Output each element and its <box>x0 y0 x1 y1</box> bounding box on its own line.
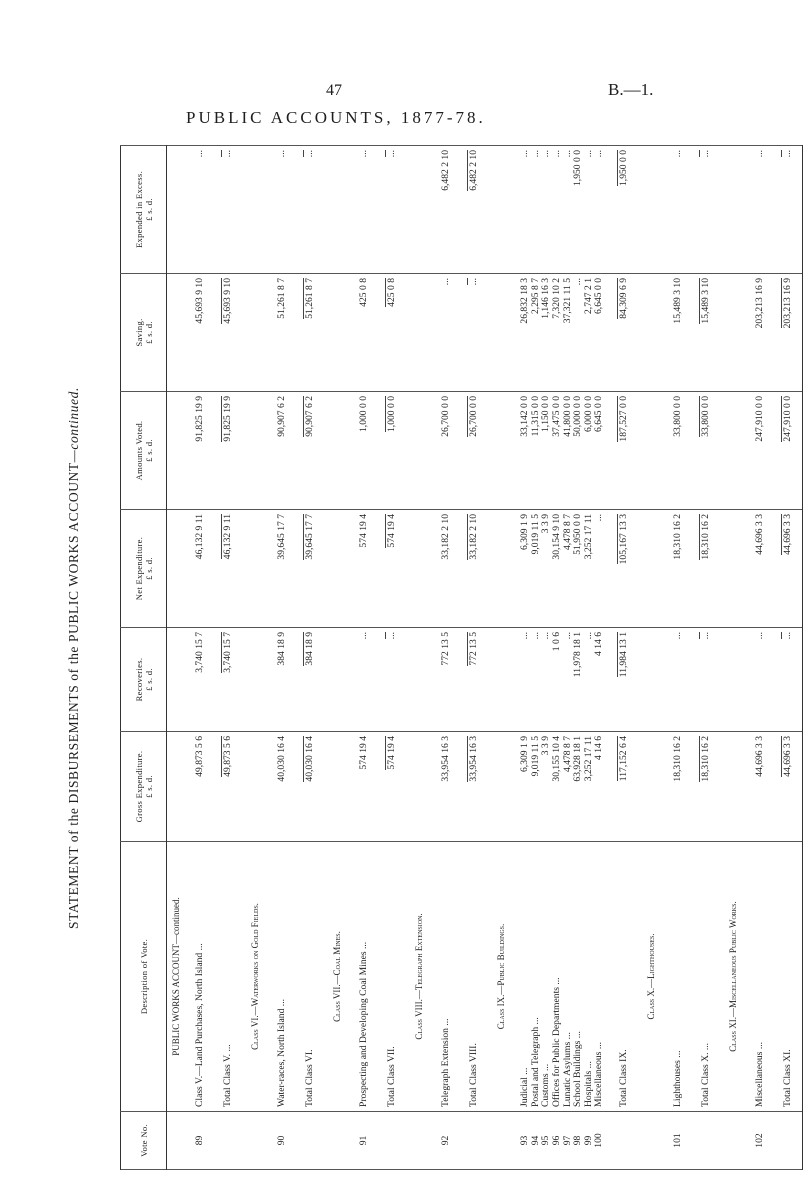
col-voted: Amounts Voted. £ s. d. <box>121 392 167 510</box>
empty-cell <box>407 732 433 842</box>
amount-excess: ... <box>665 146 693 274</box>
total-label: Total Class IX. <box>611 842 639 1112</box>
amount-net: 574 19 4 <box>379 510 407 628</box>
amount-voted: 1,000 0 0 <box>351 392 379 510</box>
amount-excess: ... <box>269 146 297 274</box>
class-heading: Class XI.—Miscellaneous Public Works. <box>721 842 747 1112</box>
col-description: Description of Vote. <box>121 842 167 1112</box>
vote-row <box>433 146 461 1170</box>
total-label: Total Class XI. <box>775 842 803 1112</box>
empty-cell <box>325 274 351 392</box>
class-heading: Class IX.—Public Buildings. <box>489 842 515 1112</box>
amount-rec: 772 13 5 <box>461 628 489 732</box>
vote-number <box>721 1112 747 1170</box>
amount-saving: 425 0 8 <box>379 274 407 392</box>
empty-cell <box>325 732 351 842</box>
amount-net: 18,310 16 2 <box>665 510 693 628</box>
amount-rec: ... <box>665 628 693 732</box>
amount-saving: 203,213 16 9 <box>775 274 803 392</box>
statement-title <box>66 146 82 1170</box>
class-heading: Class VII.—Coal Mines. <box>325 842 351 1112</box>
total-label: Total Class VI. <box>297 842 325 1112</box>
amounts-saving: 26,832 18 3 2,295 8 7 1,146 16 3 7,320 10 2 37,321 11 5 ... 2,747 2 1 6,645 0 0 <box>515 274 611 392</box>
empty-cell <box>639 732 665 842</box>
amount-net: 39,645 17 7 <box>297 510 325 628</box>
class-heading: Class VIII.—Telegraph Extension. <box>407 842 433 1112</box>
statement-title-main: STATEMENT of the DISBURSEMENTS of the PUBLIC WORKS ACCOUNT <box>66 462 81 929</box>
amount-rec: 384 18 9 <box>297 628 325 732</box>
amount-excess: 1,950 0 0 <box>611 146 639 274</box>
class-heading: Class X.—Lighthouses. <box>639 842 665 1112</box>
vote-number: 89 <box>187 1112 215 1170</box>
amount-net: 33,182 2 10 <box>461 510 489 628</box>
page-title: PUBLIC ACCOUNTS, 1877-78. <box>186 108 486 127</box>
vote-number: 91 <box>351 1112 379 1170</box>
empty-cell <box>489 274 515 392</box>
amount-gross: 18,310 16 2 <box>693 732 721 842</box>
amount-rec: 384 18 9 <box>269 628 297 732</box>
vote-number <box>297 1112 325 1170</box>
col-saving: Saving. £ s. d. <box>121 274 167 392</box>
vote-number <box>325 1112 351 1170</box>
amount-rec: 3,740 15 7 <box>215 628 243 732</box>
amount-excess: ... <box>215 146 243 274</box>
amount-gross: 33,954 16 3 <box>461 732 489 842</box>
amount-voted: 247,910 0 0 <box>747 392 775 510</box>
section-heading: PUBLIC WORKS ACCOUNT—continued. <box>167 842 187 1112</box>
amount-excess: ... <box>693 146 721 274</box>
empty-cell <box>243 392 269 510</box>
amount-rec: 772 13 5 <box>433 628 461 732</box>
amount-gross: 18,310 16 2 <box>665 732 693 842</box>
empty-cell <box>639 628 665 732</box>
class-heading-row <box>407 146 433 1170</box>
empty-cell <box>407 146 433 274</box>
class-heading-row <box>721 146 747 1170</box>
amount-voted: 33,800 0 0 <box>665 392 693 510</box>
vote-number <box>775 1112 803 1170</box>
vote-number <box>693 1112 721 1170</box>
amount-net: 44,696 3 3 <box>775 510 803 628</box>
amount-rec: ... <box>747 628 775 732</box>
amount-excess: 6,482 2 10 <box>461 146 489 274</box>
class-heading-row <box>243 146 269 1170</box>
amount-voted: 247,910 0 0 <box>775 392 803 510</box>
empty-cell <box>639 274 665 392</box>
class-total-row <box>693 146 721 1170</box>
vote-number <box>611 1112 639 1170</box>
empty-cell <box>489 628 515 732</box>
col-excess: Expended in Excess. £ s. d. <box>121 146 167 274</box>
empty-cell <box>639 146 665 274</box>
col-gross: Gross Expenditure. £ s. d. <box>121 732 167 842</box>
amount-excess: 6,482 2 10 <box>433 146 461 274</box>
col-vote-no: Vote No. <box>121 1112 167 1170</box>
vote-description: Telegraph Extension ... <box>433 842 461 1112</box>
amount-saving: 51,261 8 7 <box>297 274 325 392</box>
amount-rec: ... <box>379 628 407 732</box>
amount-net: 46,132 9 11 <box>187 510 215 628</box>
vote-number: 101 <box>665 1112 693 1170</box>
amount-net: 18,310 16 2 <box>693 510 721 628</box>
vote-number <box>379 1112 407 1170</box>
amount-saving: ... <box>433 274 461 392</box>
vote-number: 102 <box>747 1112 775 1170</box>
empty-cell <box>489 392 515 510</box>
vote-description: Miscellaneous ... <box>747 842 775 1112</box>
amount-excess: ... <box>351 146 379 274</box>
class-total-row <box>611 146 639 1170</box>
empty-cell <box>639 510 665 628</box>
document-reference: B.—1. <box>608 80 654 99</box>
amount-rec: 11,984 13 1 <box>611 628 639 732</box>
amount-voted: 90,907 6 2 <box>297 392 325 510</box>
public-buildings-rows <box>515 146 611 1170</box>
empty-cell <box>407 274 433 392</box>
empty-cell <box>243 628 269 732</box>
vote-row <box>351 146 379 1170</box>
total-label: Total Class VIII. <box>461 842 489 1112</box>
amount-voted: 1,000 0 0 <box>379 392 407 510</box>
amounts-voted: 33,142 0 0 11,315 0 0 1,150 0 0 37,475 0 0 41,800 0 0 50,000 0 0 6,000 0 0 6,645 0 0 <box>515 392 611 510</box>
empty-cell <box>243 510 269 628</box>
amount-voted: 26,700 0 0 <box>433 392 461 510</box>
class-total-row <box>297 146 325 1170</box>
empty-cell <box>407 392 433 510</box>
amount-gross: 33,954 16 3 <box>433 732 461 842</box>
vote-row <box>269 146 297 1170</box>
vote-descriptions: Judicial ... Postal and Telegraph ... Customs ... Offices for Public Departments ... Lunatic Asylums ... School Buildings ... Hospitals ... Miscellaneous ... <box>515 842 611 1112</box>
total-label: Total Class X. ... <box>693 842 721 1112</box>
empty-cell <box>721 628 747 732</box>
class-heading: Class VI.—Waterworks on Gold Fields. <box>243 842 269 1112</box>
vote-number <box>461 1112 489 1170</box>
amount-voted: 91,825 19 9 <box>187 392 215 510</box>
amount-net: 105,167 13 3 <box>611 510 639 628</box>
empty-cell <box>721 274 747 392</box>
amount-gross: 44,696 3 3 <box>747 732 775 842</box>
empty-cell <box>407 510 433 628</box>
vote-numbers: 93 94 95 96 97 98 99 100 <box>515 1112 611 1170</box>
amount-saving: 203,213 16 9 <box>747 274 775 392</box>
amount-gross: 574 19 4 <box>379 732 407 842</box>
vote-description: Class V.—Land Purchases, North Island ... <box>187 842 215 1112</box>
vote-row <box>187 146 215 1170</box>
vote-number <box>639 1112 665 1170</box>
amount-excess: ... <box>187 146 215 274</box>
amount-saving: 45,693 9 10 <box>215 274 243 392</box>
amount-gross: 40,030 16 4 <box>269 732 297 842</box>
amount-saving: 45,693 9 10 <box>187 274 215 392</box>
vote-number: 90 <box>269 1112 297 1170</box>
rotated-statement <box>66 146 793 1170</box>
empty-cell <box>489 510 515 628</box>
empty-cell <box>243 146 269 274</box>
empty-cell <box>721 732 747 842</box>
amount-gross: 49,873 5 6 <box>215 732 243 842</box>
amount-rec: 3,740 15 7 <box>187 628 215 732</box>
empty-cell <box>639 392 665 510</box>
amounts-net: 6,309 1 9 9,019 11 5 3 3 9 30,154 9 10 4,478 8 7 51,950 0 0 3,252 17 11 ... <box>515 510 611 628</box>
amount-rec: ... <box>775 628 803 732</box>
amount-rec: ... <box>693 628 721 732</box>
amount-excess: ... <box>297 146 325 274</box>
empty-cell <box>489 146 515 274</box>
empty-cell <box>325 510 351 628</box>
amount-rec: ... <box>351 628 379 732</box>
vote-row <box>747 146 775 1170</box>
amount-saving: 51,261 8 7 <box>269 274 297 392</box>
empty-cell <box>721 392 747 510</box>
empty-cell <box>325 628 351 732</box>
class-total-row <box>775 146 803 1170</box>
amount-saving: 15,489 3 10 <box>693 274 721 392</box>
section-heading-row <box>167 146 187 1170</box>
page-number: 47 <box>326 82 342 99</box>
empty-cell <box>721 146 747 274</box>
amount-gross: 574 19 4 <box>351 732 379 842</box>
col-net: Net Expenditure. £ s. d. <box>121 510 167 628</box>
amount-excess: ... <box>775 146 803 274</box>
empty-cell <box>721 510 747 628</box>
amount-gross: 40,030 16 4 <box>297 732 325 842</box>
amount-gross: 44,696 3 3 <box>775 732 803 842</box>
vote-number <box>407 1112 433 1170</box>
amounts-gross: 6,309 1 9 9,019 11 5 3 3 9 30,155 10 4 4,478 8 7 63,928 18 1 3,252 17 11 4 14 6 <box>515 732 611 842</box>
total-label: Total Class VII. <box>379 842 407 1112</box>
empty-cell <box>243 274 269 392</box>
vote-number: 92 <box>433 1112 461 1170</box>
vote-description: Prospecting and Developing Coal Mines ... <box>351 842 379 1112</box>
amount-saving: ... <box>461 274 489 392</box>
vote-row <box>665 146 693 1170</box>
class-heading-row <box>639 146 665 1170</box>
amount-voted: 90,907 6 2 <box>269 392 297 510</box>
amount-net: 33,182 2 10 <box>433 510 461 628</box>
amounts-excess: ... ... ... ... ... 1,950 0 0 ... ... <box>515 146 611 274</box>
total-label: Total Class V. ... <box>215 842 243 1112</box>
amount-excess: ... <box>747 146 775 274</box>
amounts-rec: ... ... ... 1 0 6 ... 11,978 18 1 ... 4 14 6 <box>515 628 611 732</box>
vote-number <box>243 1112 269 1170</box>
amount-net: 39,645 17 7 <box>269 510 297 628</box>
class-total-row <box>379 146 407 1170</box>
amount-saving: 84,309 6 9 <box>611 274 639 392</box>
empty-cell <box>325 146 351 274</box>
vote-number <box>489 1112 515 1170</box>
amount-gross: 117,152 6 4 <box>611 732 639 842</box>
vote-description: Water-races, North Island ... <box>269 842 297 1112</box>
empty-cell <box>489 732 515 842</box>
amount-voted: 91,825 19 9 <box>215 392 243 510</box>
amount-net: 44,696 3 3 <box>747 510 775 628</box>
empty-cell <box>243 732 269 842</box>
amount-net: 574 19 4 <box>351 510 379 628</box>
amount-gross: 49,873 5 6 <box>187 732 215 842</box>
col-recoveries: Recoveries. £ s. d. <box>121 628 167 732</box>
empty-cell <box>407 628 433 732</box>
class-total-row <box>461 146 489 1170</box>
statement-title-continued: —continued. <box>66 387 81 463</box>
vote-number <box>215 1112 243 1170</box>
amount-voted: 33,800 0 0 <box>693 392 721 510</box>
empty-cell <box>325 392 351 510</box>
amount-saving: 425 0 8 <box>351 274 379 392</box>
amount-saving: 15,489 3 10 <box>665 274 693 392</box>
vote-description: Lighthouses ... <box>665 842 693 1112</box>
disbursements-table <box>120 145 803 1170</box>
class-heading-row <box>325 146 351 1170</box>
amount-voted: 26,700 0 0 <box>461 392 489 510</box>
amount-net: 46,132 9 11 <box>215 510 243 628</box>
amount-voted: 187,527 0 0 <box>611 392 639 510</box>
amount-excess: ... <box>379 146 407 274</box>
column-header-row <box>121 146 167 1170</box>
class-total-row <box>215 146 243 1170</box>
class-heading-row <box>489 146 515 1170</box>
